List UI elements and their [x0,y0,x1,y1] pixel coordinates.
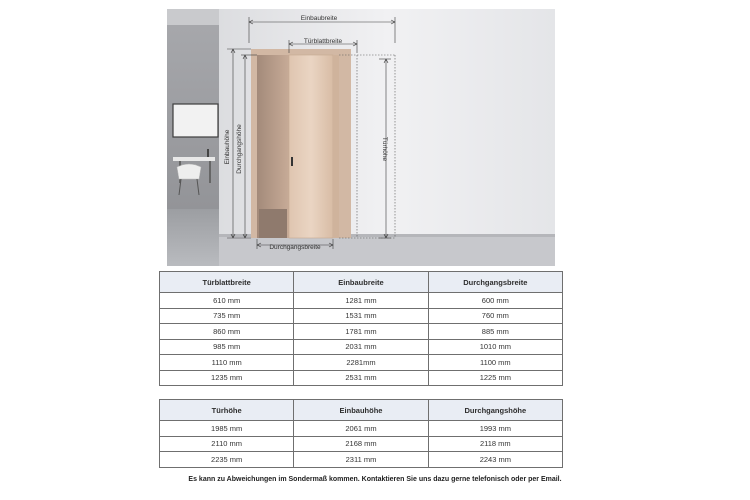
room-floor [167,209,227,266]
table-row [160,339,563,355]
footer-note: Es kann zu Abweichungen im Sondermaß kommen. Kontaktieren Sie uns dazu gerne telefonisch oder per Email. [188,476,562,483]
width-dimensions-table [159,271,563,386]
table-row [160,370,563,386]
wall-picture [173,104,218,137]
table-cell: 2235 mm [160,452,294,468]
table-cell: 2118 mm [428,436,562,452]
header-durchgangsbreite: Durchgangsbreite [428,272,562,293]
table-cell: 1993 mm [428,421,562,437]
height-dimensions-table [159,399,563,468]
table-cell: 2031 mm [294,339,428,355]
door-dimension-illustration [167,9,555,266]
table-cell: 2311 mm [294,452,428,468]
table-cell: 2281mm [294,355,428,371]
table-cell: 1110 mm [160,355,294,371]
door-leaf [289,55,333,238]
header-tuerblattbreite: Türblattbreite [160,272,294,293]
table-cell: 1235 mm [160,370,294,386]
table-row [160,308,563,324]
table-row [160,324,563,340]
table-cell: 2168 mm [294,436,428,452]
label-durchgangshoehe: Durchgangshöhe [236,124,243,174]
desk [173,157,215,161]
table-cell: 985 mm [160,339,294,355]
table-cell: 760 mm [428,308,562,324]
chair [177,164,201,179]
table-cell: 885 mm [428,324,562,340]
table-row [160,436,563,452]
header-durchgangshoehe: Durchgangshöhe [428,400,562,421]
table-cell: 2061 mm [294,421,428,437]
table-cell: 2243 mm [428,452,562,468]
label-einbauhoehe: Einbauhöhe [224,129,231,165]
table-cell: 735 mm [160,308,294,324]
table-cell: 1781 mm [294,324,428,340]
floor [219,236,555,266]
door-handle [291,157,293,166]
table-row [160,452,563,468]
label-einbaubreite: Einbaubreite [300,15,338,22]
table-cell: 2110 mm [160,436,294,452]
header-einbauhoehe: Einbauhöhe [294,400,428,421]
header-einbaubreite: Einbaubreite [294,272,428,293]
table-header-row [160,400,563,421]
table-cell: 1100 mm [428,355,562,371]
table-row [160,421,563,437]
label-tuerblattbreite: Türblattbreite [303,38,343,45]
label-durchgangsbreite: Durchgangsbreite [269,244,321,251]
table-cell: 860 mm [160,324,294,340]
table-cell: 2531 mm [294,370,428,386]
table-cell: 1985 mm [160,421,294,437]
label-tuerhoehe: Türhöhe [381,136,388,162]
table-header-row [160,272,563,293]
table-row [160,355,563,371]
table-cell: 610 mm [160,293,294,309]
table-cell: 1281 mm [294,293,428,309]
table-cell: 1531 mm [294,308,428,324]
table-cell: 1010 mm [428,339,562,355]
table-cell: 600 mm [428,293,562,309]
table-cell: 1225 mm [428,370,562,386]
table-row [160,293,563,309]
header-tuerhoehe: Türhöhe [160,400,294,421]
